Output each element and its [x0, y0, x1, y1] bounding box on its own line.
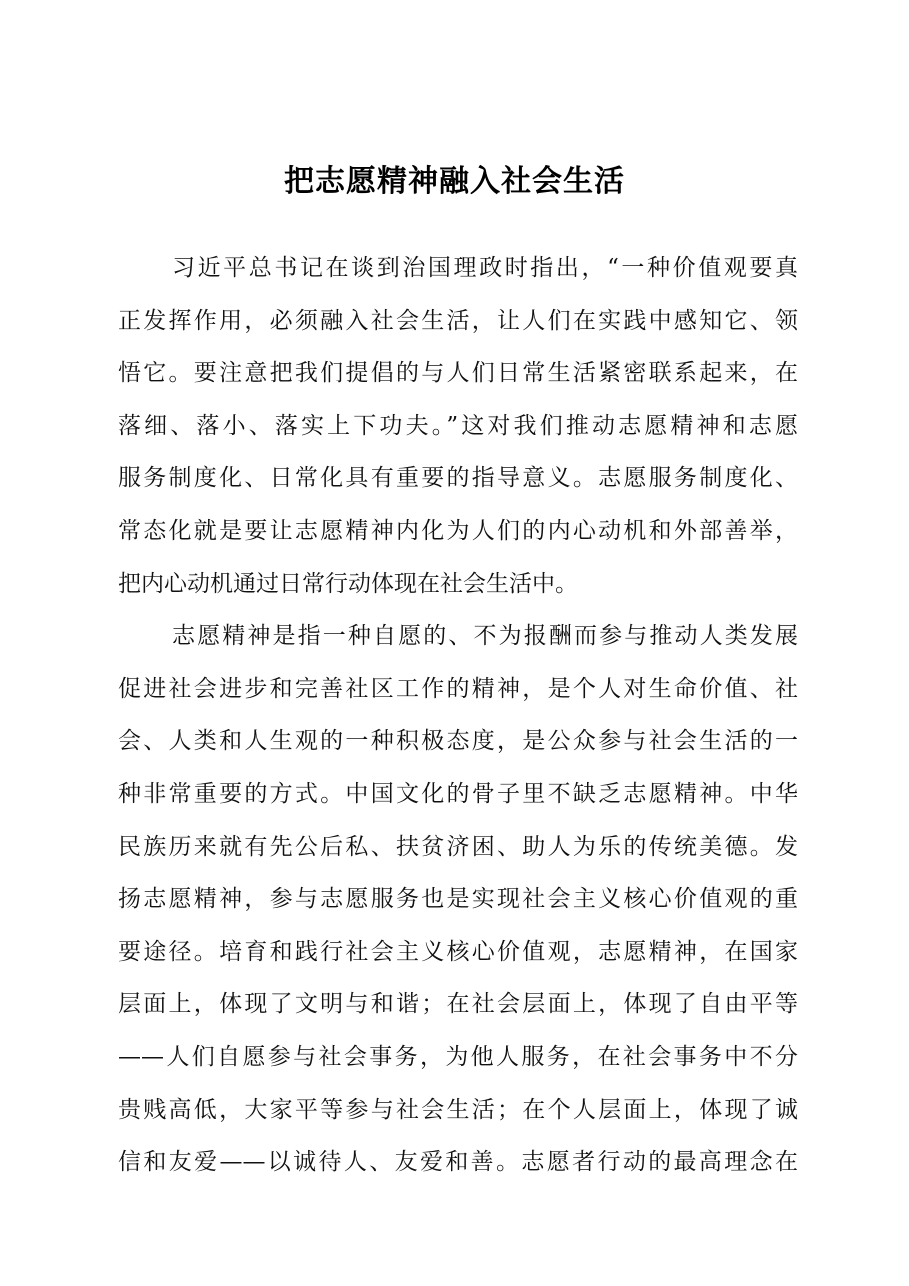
text-line: 扬志愿精神，参与志愿服务也是实现社会主义核心价值观的重 — [118, 886, 798, 913]
text-line: 常态化就是要让志愿精神内化为人们的内心动机和外部善举， — [118, 517, 798, 544]
text-line: ——人们自愿参与社会事务，为他人服务，在社会事务中不分 — [118, 1043, 798, 1070]
text-line: 把内心动机通过日常行动体现在社会生活中。 — [118, 570, 578, 597]
paragraph-1 — [118, 242, 798, 610]
text-line: 促进社会进步和完善社区工作的精神，是个人对生命价值、社 — [118, 675, 798, 702]
text-line: 落细、落小、落实上下功夫。”这对我们推动志愿精神和志愿 — [118, 412, 798, 439]
text-line: 种非常重要的方式。中国文化的骨子里不缺乏志愿精神。中华 — [118, 780, 798, 807]
text-line: 志愿精神是指一种自愿的、不为报酬而参与推动人类发展 — [172, 623, 798, 650]
text-line: 习近平总书记在谈到治国理政时指出，“一种价值观要真 — [172, 255, 798, 281]
document-body — [118, 242, 798, 1189]
text-line: 悟它。要注意把我们提倡的与人们日常生活紧密联系起来，在 — [118, 360, 798, 387]
text-line: 正发挥作用，必须融入社会生活，让人们在实践中感知它、领 — [118, 307, 798, 334]
text-line: 贵贱高低，大家平等参与社会生活；在个人层面上，体现了诚 — [118, 1096, 798, 1123]
text-line: 会、人类和人生观的一种积极态度，是公众参与社会生活的一 — [118, 728, 798, 755]
text-line: 民族历来就有先公后私、扶贫济困、助人为乐的传统美德。发 — [118, 833, 798, 860]
text-line: 信和友爱——以诚待人、友爱和善。志愿者行动的最高理念在 — [118, 1149, 798, 1176]
text-line: 层面上，体现了文明与和谐；在社会层面上，体现了自由平等 — [118, 991, 798, 1018]
paragraph-2 — [118, 610, 798, 1189]
text-line: 服务制度化、日常化具有重要的指导意义。志愿服务制度化、 — [118, 465, 798, 492]
text-line: 要途径。培育和践行社会主义核心价值观，志愿精神，在国家 — [118, 938, 798, 965]
document-title: 把志愿精神融入社会生活 — [284, 164, 625, 199]
